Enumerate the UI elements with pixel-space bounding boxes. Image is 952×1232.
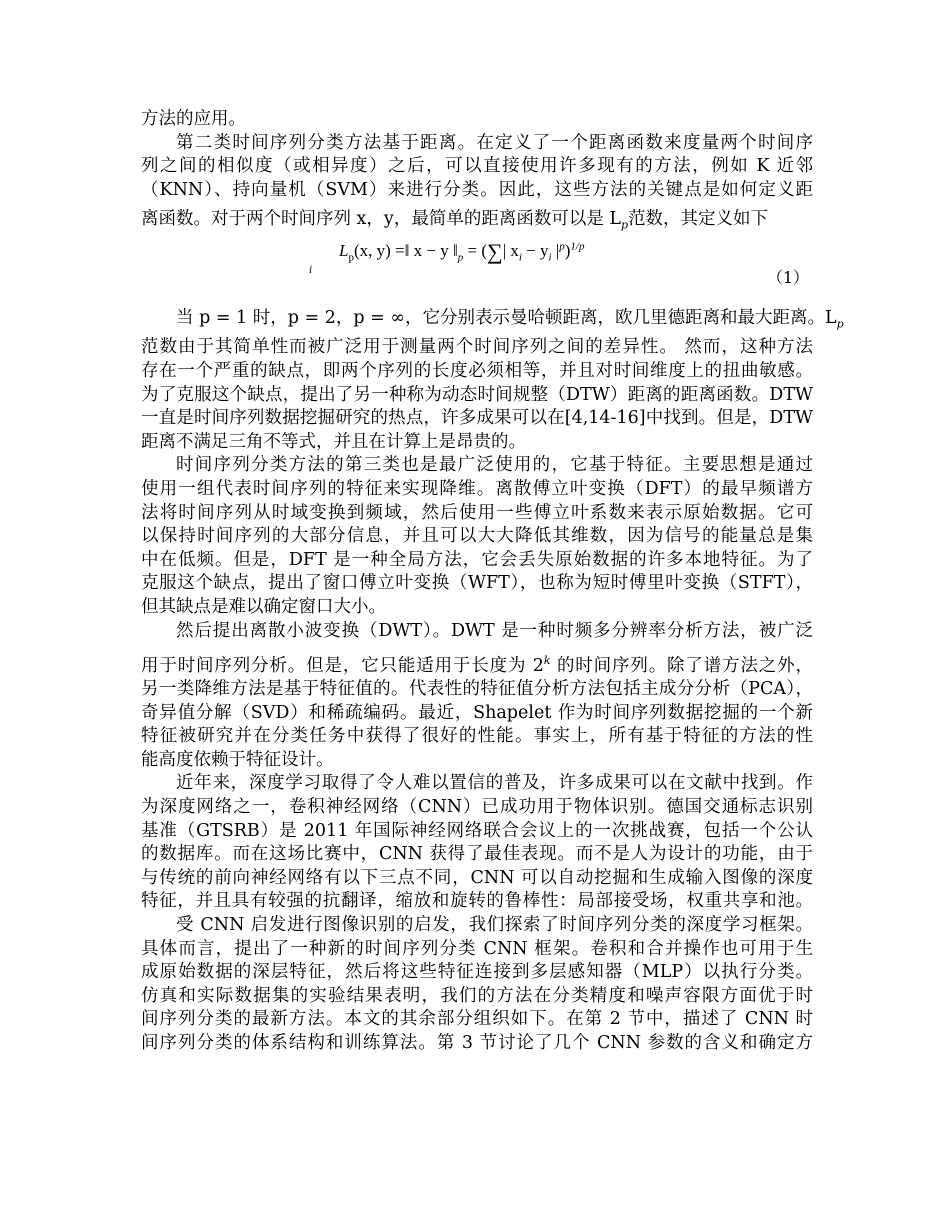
text-fragment: 当 p = 1 时，p = 2，p = ∞，它分别表示曼哈顿距离，欧几里德距离和最大距离。L xyxy=(176,308,837,329)
text-line: 特征，并且具有较强的抗翻译，缩放和旋转的鲁棒性：局部接受场，权重共享和池。 xyxy=(141,891,813,912)
eq-text: − y xyxy=(521,241,549,261)
eq-subscript: i xyxy=(548,251,552,264)
eq-text: | x xyxy=(502,241,519,261)
eq-superscript: 1/p xyxy=(570,240,585,253)
text-line: 克服这个缺点，提出了窗口傅立叶变换（WFT），也称为短时傅里叶变换（STFT）， xyxy=(141,573,813,594)
text-line: 距离不满足三角不等式，并且在计算上是昂贵的。 xyxy=(141,431,526,452)
text-line: 以保持时间序列的大部分信息，并且可以大大降低其维数，因为信号的能量总是集 xyxy=(141,526,813,547)
summation-index: i xyxy=(309,265,313,277)
text-line: 成原始数据的深层特征，然后将这些特征连接到多层感知器（MLP）以执行分类。 xyxy=(141,962,813,983)
text-line: 另一类降维方法是基于特征值的。代表性的特征值分析方法包括主成分分析（PCA）， xyxy=(141,679,813,700)
lp-norm-formula xyxy=(339,239,584,265)
text-fragment: 离函数。对于两个时间序列 x，y，最简单的距离函数可以是 L xyxy=(141,209,622,230)
text-line: 基准（GTSRB）是 2011 年国际神经网络联合会议上的一次挑战赛，包括一个公认 xyxy=(141,820,813,841)
text-line: 存在一个严重的缺点，即两个序列的长度必须相等，并且对时间维度上的扭曲敏感。 xyxy=(141,360,813,381)
text-line: 方法的应用。 xyxy=(141,109,246,129)
text-line: 法将时间序列从时域变换到频域，然后使用一些傅立叶系数来表示原始数据。它可 xyxy=(141,502,813,523)
text-line-dwt xyxy=(141,643,813,678)
text-line-para2 xyxy=(141,301,844,336)
text-line: 时间序列分类方法的第三类也是最广泛使用的，它基于特征。主要思想是通过 xyxy=(176,455,813,476)
text-line: 奇异值分解（SVD）和稀疏编码。最近，Shapelet 作为时间序列数据挖掘的一个新 xyxy=(141,702,813,723)
document-page xyxy=(141,108,844,1056)
eq-superscript: p xyxy=(559,240,565,253)
lp-subscript: p xyxy=(836,317,844,331)
text-line: 为深度网络之一，卷积神经网络（CNN）已成功用于物体识别。德国交通标志识别 xyxy=(141,797,813,818)
eq-text: ) xyxy=(564,241,571,261)
text-line: 仿真和实际数据集的实验结果表明，我们的方法在分类精度和噪声容限方面优于时 xyxy=(141,985,813,1006)
text-line: 为了克服这个缺点，提出了另一种称为动态时间规整（DTW）距离的距离函数。DTW xyxy=(141,384,813,405)
text-fragment: 范数，其定义如下 xyxy=(628,209,769,230)
text-line: 第二类时间序列分类方法基于距离。在定义了一个距离函数来度量两个时间序 xyxy=(176,132,813,153)
text-fragment: 用于时间序列分析。但是，它只能适用于长度为 2 xyxy=(141,655,544,676)
text-line: 一直是时间序列数据挖掘研究的热点，许多成果可以在[4,14-16]中找到。但是，DTW xyxy=(141,408,813,429)
eq-text: | xyxy=(551,241,560,261)
text-line: 范数由于其简单性而被广泛用于测量两个时间序列之间的差异性。 然而，这种方法 xyxy=(141,337,813,358)
text-line: 使用一组代表时间序列的特征来实现降维。离散傅立叶变换（DFT）的最早频谱方 xyxy=(141,478,813,499)
text-line: 与传统的前向神经网络有以下三点不同，CNN 可以自动挖掘和生成输入图像的深度 xyxy=(141,867,813,888)
eq-subscript: p xyxy=(457,251,464,264)
eq-text: (x, y) =‖ x − y ‖ xyxy=(353,241,458,261)
summation-symbol: ∑ xyxy=(487,239,503,265)
text-line: （KNN）、持向量机（SVM）来进行分类。因此，这些方法的关键点是如何定义距 xyxy=(141,179,813,200)
k-superscript: k xyxy=(543,654,551,668)
text-fragment: 的时间序列。除了谱方法之外， xyxy=(550,655,813,676)
eq-subscript: i xyxy=(518,251,522,264)
text-line: 间序列分类的体系结构和训练算法。第 3 节讨论了几个 CNN 参数的含义和确定方 xyxy=(141,1033,813,1053)
equation-number: （1） xyxy=(766,268,809,288)
text-line: 间序列分类的最新方法。本文的其余部分组织如下。在第 2 节中，描述了 CNN 时 xyxy=(141,1009,813,1030)
text-line: 具体而言，提出了一种新的时间序列分类 CNN 框架。卷积和合并操作也可用于生 xyxy=(141,938,813,959)
lp-subscript: p xyxy=(621,218,629,232)
text-line: 但其缺点是难以确定窗口大小。 xyxy=(141,596,386,617)
equation-block xyxy=(141,237,813,301)
text-line: 中在低频。但是，DFT 是一种全局方法，它会丢失原始数据的许多本地特征。为了 xyxy=(141,549,813,570)
text-line: 然后提出离散小波变换（DWT）。DWT 是一种时频多分辨率分析方法，被广泛 xyxy=(176,620,813,641)
text-line: 的数据库。而在这场比赛中，CNN 获得了最佳表现。而不是人为设计的功能，由于 xyxy=(141,844,813,865)
text-line-lp xyxy=(141,202,813,237)
text-line: 受 CNN 启发进行图像识别的启发，我们探索了时间序列分类的深度学习框架。 xyxy=(176,915,813,936)
text-line: 能高度依赖于特征设计。 xyxy=(141,749,334,770)
text-line: 列之间的相似度（或相异度）之后，可以直接使用许多现有的方法，例如 K 近邻 xyxy=(141,156,813,177)
eq-symbol: L xyxy=(339,241,349,261)
eq-subscript: p xyxy=(348,251,354,264)
eq-text: = ( xyxy=(463,241,488,261)
text-line: 特征被研究并在分类任务中获得了很好的性能。事实上，所有基于特征的方法的性 xyxy=(141,726,813,747)
text-line: 近年来，深度学习取得了令人难以置信的普及，许多成果可以在文献中找到。作 xyxy=(176,773,813,794)
